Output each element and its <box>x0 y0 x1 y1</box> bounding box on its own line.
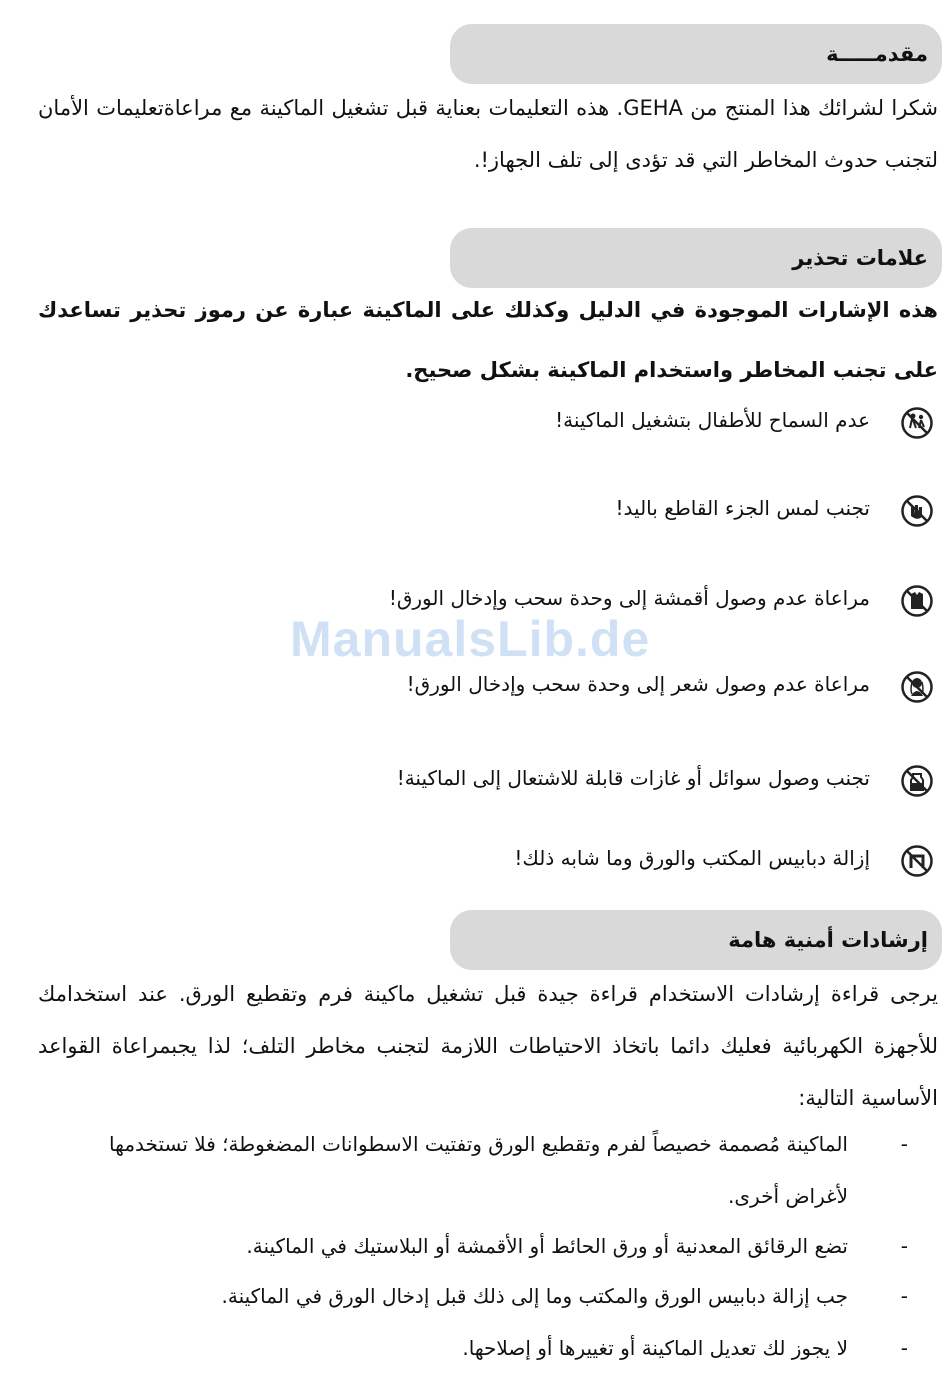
warning-item-text: تجنب وصول سوائل أو غازات قابلة للاشتعال إلى الماكينة! <box>396 766 870 790</box>
bullet-dash: - <box>900 1284 908 1308</box>
warning-item-text: إزالة دبابيس المكتب والورق وما شابه ذلك! <box>514 846 870 870</box>
no-hand-touch-icon <box>900 494 934 528</box>
bullet-text: تضع الرقائق المعدنية أو ورق الحائط أو الأقمشة أو البلاستيك في الماكينة. <box>246 1234 848 1258</box>
no-clothing-icon <box>900 584 934 618</box>
warning-item <box>10 400 940 460</box>
warnings-heading: علامات تحذير <box>792 246 928 270</box>
intro-heading: مقدمـــــة <box>826 42 928 66</box>
safety-paragraph: يرجى قراءة إرشادات الاستخدام قراءة جيدة قبل تشغيل ماكينة فرم وتقطيع الورق. عند استخدامك للأجهزة الكهربائية فعليك دائما باتخاذ الاحتياطات اللازمة لتجنب مخاطر التلف؛ لذا يجبمراعاة القواعد الأساسية التالية: <box>38 982 938 1110</box>
warnings-heading-bar <box>450 228 942 288</box>
warning-item <box>10 758 940 818</box>
bullet-dash: - <box>900 1336 908 1360</box>
warning-item <box>10 488 940 548</box>
safety-bullet <box>38 1220 938 1272</box>
warning-item-text: مراعاة عدم وصول أقمشة إلى وحدة سحب وإدخال الورق! <box>388 586 870 610</box>
safety-bullet <box>38 1270 938 1322</box>
safety-bullet <box>38 1322 938 1374</box>
warning-item-text: تجنب لمس الجزء القاطع باليد! <box>615 496 870 520</box>
no-staples-icon <box>900 844 934 878</box>
intro-heading-bar <box>450 24 942 84</box>
warning-item-text: عدم السماح للأطفال بتشغيل الماكينة! <box>555 408 870 432</box>
warnings-paragraph: هذه الإشارات الموجودة في الدليل وكذلك على الماكينة عبارة عن رموز تحذير تساعدك على تجنب المخاطر واستخدام الماكينة بشكل صحيح. <box>38 298 938 382</box>
bullet-text: الماكينة مُصممة خصيصاً لفرم وتقطيع الورق وتفتيت الاسطوانات المضغوطة؛ فلا تستخدمها لأغراض أخرى. <box>109 1132 848 1208</box>
no-children-icon <box>900 406 934 440</box>
bullet-dash: - <box>900 1132 908 1156</box>
safety-bullet <box>38 1118 938 1222</box>
warning-item-text: مراعاة عدم وصول شعر إلى وحدة سحب وإدخال الورق! <box>406 672 870 696</box>
warning-item <box>10 838 940 898</box>
warning-item <box>10 664 940 724</box>
safety-heading-bar <box>450 910 942 970</box>
safety-heading: إرشادات أمنية هامة <box>728 928 928 952</box>
intro-paragraph: شكرا لشرائك هذا المنتج من GEHA. هذه التعليمات بعناية قبل تشغيل الماكينة مع مراعاةتعليمات الأمان لتجنب حدوث المخاطر التي قد تؤدى إلى تلف الجهاز!. <box>38 96 938 172</box>
bullet-text: جب إزالة دبابيس الورق والمكتب وما إلى ذلك قبل إدخال الورق في الماكينة. <box>221 1284 848 1308</box>
no-liquids-icon <box>900 764 934 798</box>
bullet-dash: - <box>900 1234 908 1258</box>
no-hair-icon <box>900 670 934 704</box>
bullet-text: لا يجوز لك تعديل الماكينة أو تغييرها أو إصلاحها. <box>462 1336 848 1360</box>
watermark: ManualsLib.de <box>290 611 651 667</box>
